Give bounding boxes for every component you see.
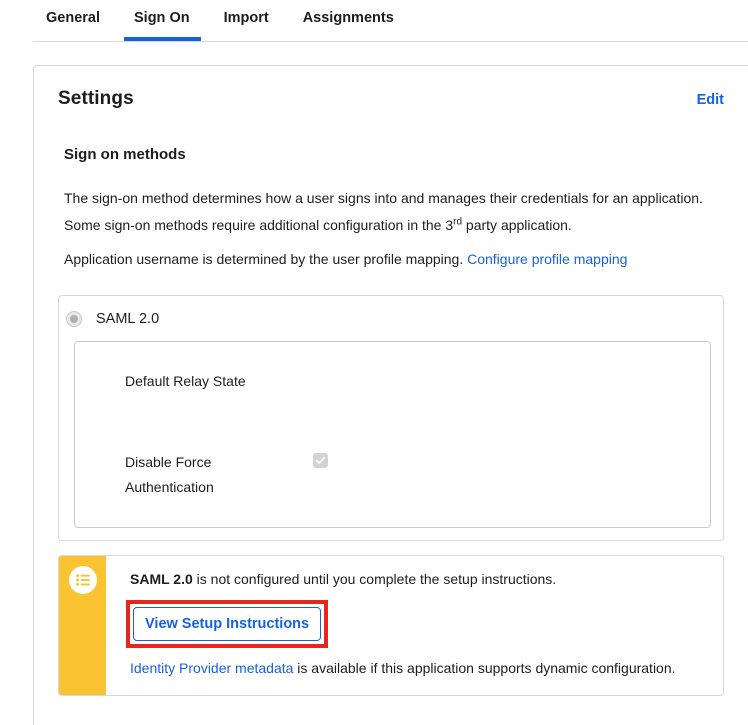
default-relay-state-row bbox=[125, 369, 710, 394]
saml-method-box bbox=[58, 295, 724, 541]
sign-on-description bbox=[64, 185, 724, 239]
configure-profile-mapping-link[interactable]: Configure profile mapping bbox=[467, 251, 628, 267]
description-text-end: party application. bbox=[462, 217, 572, 233]
disable-force-auth-checkbox bbox=[313, 453, 328, 468]
saml-radio-row bbox=[66, 309, 711, 327]
ordinal-superscript: rd bbox=[453, 216, 463, 228]
edit-link[interactable]: Edit bbox=[696, 92, 724, 108]
callout-warning-stripe bbox=[59, 556, 106, 695]
settings-title: Settings bbox=[58, 88, 134, 109]
saml-radio-button bbox=[66, 311, 82, 327]
disable-force-auth-label: Disable Force Authentication bbox=[125, 454, 214, 495]
check-icon bbox=[315, 453, 326, 469]
callout-content bbox=[106, 556, 723, 695]
tab-sign-on[interactable]: Sign On bbox=[134, 6, 190, 41]
tab-import[interactable]: Import bbox=[223, 10, 269, 26]
view-setup-instructions-button[interactable]: View Setup Instructions bbox=[133, 607, 321, 641]
saml-settings-fieldset bbox=[74, 341, 711, 528]
callout-message-text: is not configured until you complete the setup instructions. bbox=[192, 571, 557, 587]
tab-assignments[interactable]: Assignments bbox=[302, 10, 394, 26]
description-text: The sign-on method determines how a user signs into and manages their credentials for an application. Some sign-on methods require additional configuration in the 3 bbox=[64, 190, 703, 233]
identity-provider-metadata-link[interactable]: Identity Provider metadata bbox=[130, 660, 294, 676]
callout-message bbox=[130, 568, 717, 591]
username-mapping-text: Application username is determined by the user profile mapping. bbox=[64, 251, 468, 267]
metadata-note bbox=[130, 657, 717, 680]
tab-bar bbox=[33, 0, 748, 42]
disable-force-auth-row bbox=[125, 450, 710, 500]
tab-list bbox=[33, 6, 748, 41]
default-relay-state-label: Default Relay State bbox=[125, 373, 246, 389]
annotation-highlight bbox=[126, 600, 328, 648]
callout-message-bold: SAML 2.0 bbox=[130, 571, 193, 587]
settings-card bbox=[33, 65, 748, 725]
bullet-list-icon bbox=[69, 566, 97, 594]
sign-on-methods-heading: Sign on methods bbox=[64, 146, 186, 163]
tab-general[interactable]: General bbox=[46, 10, 100, 26]
metadata-note-text: is available if this application supports dynamic configuration. bbox=[293, 660, 676, 676]
username-mapping-note bbox=[64, 246, 724, 273]
settings-card-header bbox=[58, 88, 724, 110]
setup-callout bbox=[58, 555, 724, 696]
saml-radio-label: SAML 2.0 bbox=[96, 311, 160, 327]
